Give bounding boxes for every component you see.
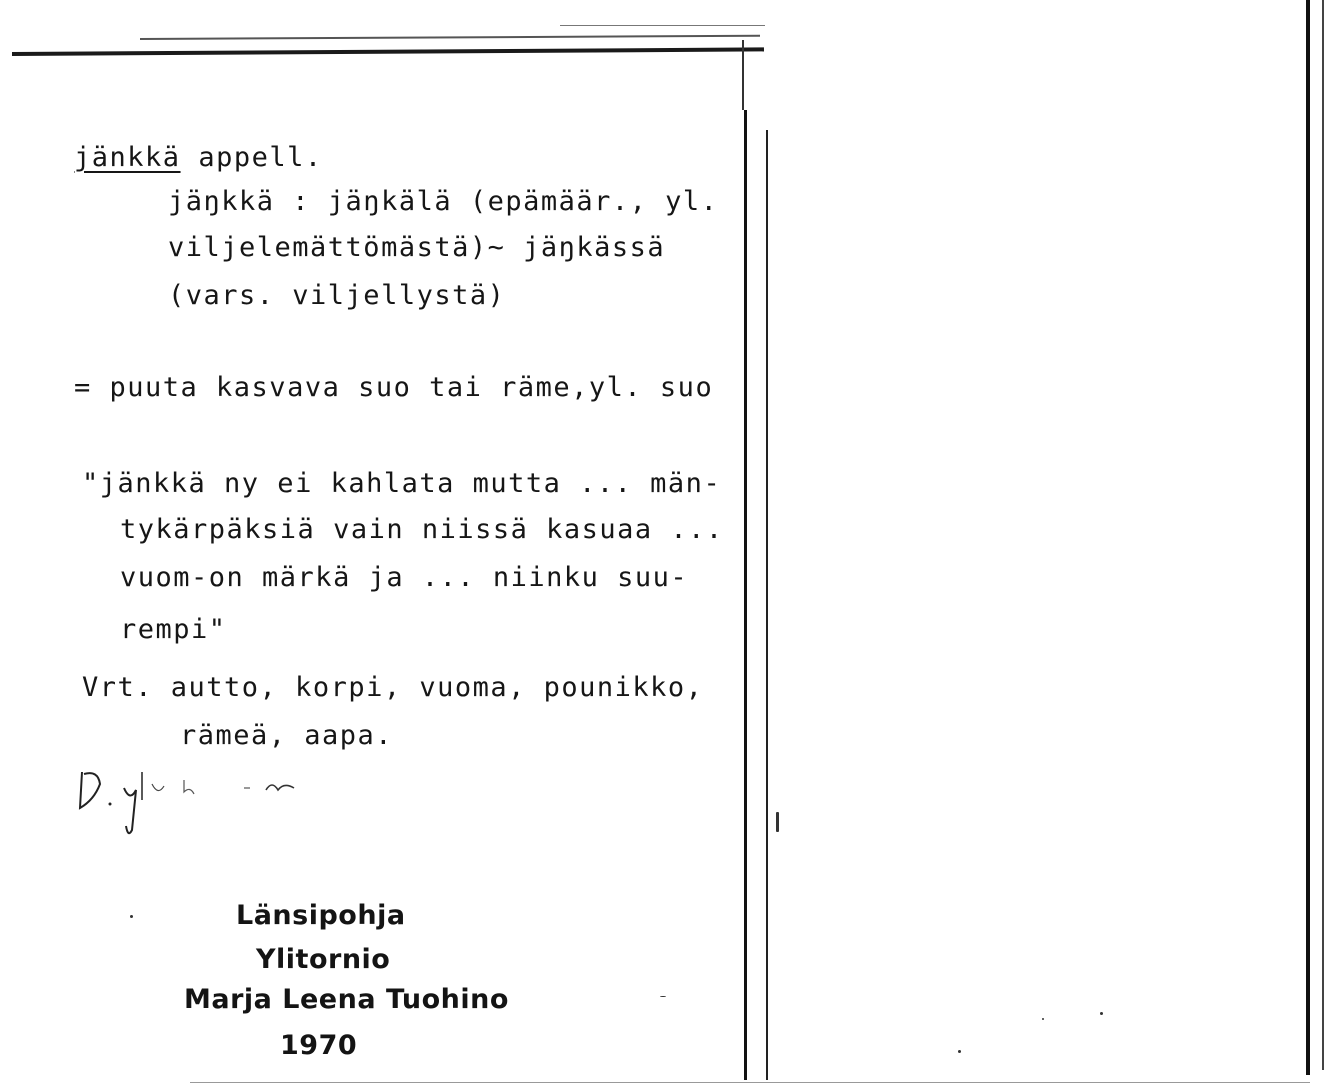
- forms-line-3: (vars. viljellystä): [168, 280, 506, 311]
- quote-line-1: "jänkkä ny ei kahlata mutta ... män-: [82, 468, 722, 499]
- compare-line-1: Vrt. autto, korpi, vuoma, pounikko,: [82, 672, 704, 703]
- quote-line-4: rempi": [120, 614, 227, 645]
- stamp-parish: Ylitornio: [256, 944, 391, 975]
- scan-rule-faint: [560, 25, 765, 26]
- quote-line-2: tykärpäksiä vain niissä kasuaa ...: [120, 514, 724, 545]
- stamp-year: 1970: [280, 1030, 358, 1061]
- scan-speck: [660, 996, 666, 997]
- headword: jänkkä: [74, 142, 181, 173]
- card-edge-top: [742, 40, 744, 110]
- scan-speck: [1100, 1012, 1103, 1015]
- quote-line-3: vuom-on märkä ja ... niinku suu-: [120, 562, 689, 593]
- stamp-collector: Marja Leena Tuohino: [184, 984, 509, 1015]
- forms-line-1: jäŋkkä : jäŋkälä (epämäär., yl.: [168, 186, 719, 217]
- headword-line: [74, 142, 323, 173]
- scan-rule-thin: [140, 35, 760, 40]
- scan-speck: [958, 1050, 961, 1053]
- forms-line-2: viljelemättömästä)~ jäŋkässä: [168, 232, 666, 263]
- handwritten-note: [72, 760, 312, 840]
- definition: = puuta kasvava suo tai räme,yl. suo: [74, 372, 714, 403]
- scan-speck: [130, 915, 133, 918]
- scan-bottom-edge: [190, 1082, 1310, 1083]
- headword-note: appell.: [198, 142, 323, 173]
- compare-line-2: rämeä, aapa.: [180, 720, 394, 751]
- scan-right-edge: [1306, 0, 1310, 1075]
- scan-right-edge-outer: [1322, 0, 1324, 1070]
- card-top-edge: [12, 47, 764, 56]
- stamp-region: Länsipohja: [236, 900, 406, 931]
- scan-speck: [776, 812, 779, 832]
- card-right-edge: [744, 110, 747, 1080]
- card-shadow-edge: [766, 130, 768, 1080]
- scan-speck: [1042, 1018, 1044, 1020]
